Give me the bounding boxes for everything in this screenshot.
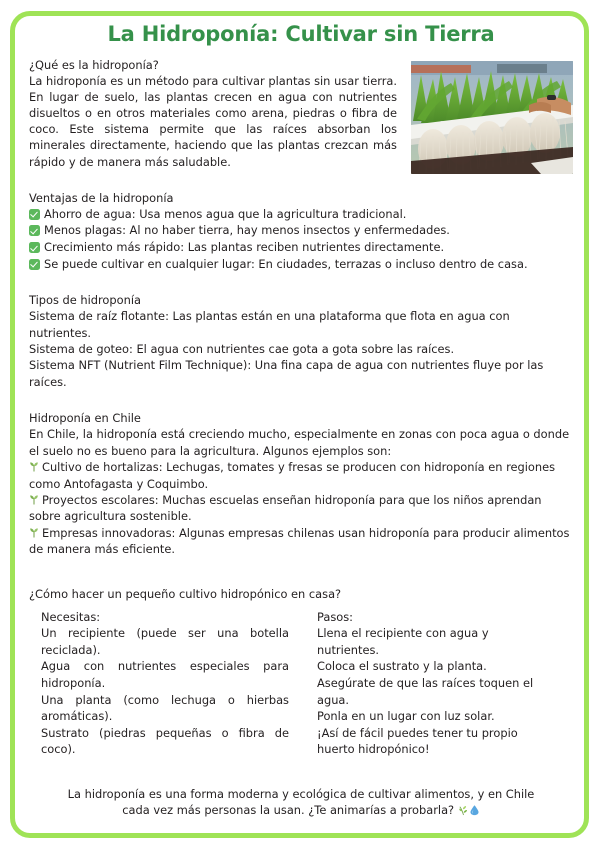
- hydroponics-photo: [411, 61, 573, 174]
- types-section: [29, 292, 573, 390]
- list-item: [29, 459, 573, 492]
- spacer: [29, 390, 573, 410]
- check-box-icon: [29, 242, 40, 253]
- advantage-text: Ahorro de agua: Usa menos agua que la agricultura tradicional.: [44, 206, 407, 221]
- check-box-icon: [29, 259, 40, 270]
- needs-heading: Necesitas:: [41, 609, 101, 624]
- howto-columns: [29, 609, 573, 758]
- chile-section: [29, 410, 573, 557]
- needs-item: Agua con nutrientes especiales para hidroponía.: [41, 659, 289, 690]
- hydroponics-photo-graphic: [411, 61, 573, 174]
- types-heading: Tipos de hidroponía: [29, 293, 141, 308]
- chile-paragraph: En Chile, la hidroponía está creciendo mucho, especialmente en zonas con poca agua o donde el suelo no es bueno para la agricultura. Algunos ejemplos son:: [29, 427, 570, 458]
- list-item: Sistema de goteo: El agua con nutrientes cae gota a gota sobre las raíces.: [29, 342, 455, 357]
- howto-question: ¿Cómo hacer un pequeño cultivo hidropónico en casa?: [29, 586, 342, 601]
- needs-column: [29, 609, 289, 758]
- chile-example-text: Cultivo de hortalizas: Lechugas, tomates y fresas se producen con hidroponía en regiones como Antofagasta y Coquimbo.: [29, 460, 556, 491]
- list-item: [29, 256, 573, 273]
- chile-heading: Hidroponía en Chile: [29, 411, 141, 426]
- step-item: ¡Así de fácil puedes tener tu propio huerto hidropónico!: [317, 725, 518, 757]
- steps-heading: Pasos:: [317, 609, 354, 624]
- advantage-text: Menos plagas: Al no haber tierra, hay menos insectos y enfermedades.: [44, 223, 450, 238]
- closing-text: La hidroponía es una forma moderna y ecológica de cultivar alimentos, y en Chile cada vez más personas la usan. ¿Te animarías a probarla?: [67, 786, 535, 818]
- chile-example-text: Empresas innovadoras: Algunas empresas chilenas usan hidroponía para producir alimentos de manera más eficiente.: [29, 525, 570, 557]
- step-item: Llena el recipiente con agua y nutrientes.: [317, 626, 489, 657]
- advantage-text: Crecimiento más rápido: Las plantas reciben nutrientes directamente.: [44, 239, 445, 254]
- spacer: [29, 272, 573, 292]
- advantages-section: [29, 190, 573, 272]
- spacer: [29, 758, 573, 778]
- list-item: [29, 525, 573, 558]
- chile-examples-list: [29, 459, 573, 557]
- intro-section: [29, 57, 573, 170]
- list-item: Sistema NFT (Nutrient Film Technique): Una fina capa de agua con nutrientes fluye por las raíces.: [29, 358, 544, 389]
- intro-paragraph: La hidroponía es un método para cultivar plantas sin usar tierra. En lugar de suelo, las plantas crecen en agua con nutrientes disueltos o en otros materiales como arena, piedras o fibra de coco. Este sistema permite que las raíces absorban los minerales directamente, haciendo que las plantas crezcan más rápido y de manera más saludable.: [29, 74, 397, 169]
- intro-heading: ¿Qué es la hidroponía?: [29, 58, 159, 72]
- seedling-icon: [29, 494, 39, 505]
- step-item: Ponla en un lugar con luz solar.: [317, 709, 495, 724]
- check-box-icon: [29, 209, 40, 220]
- advantages-heading: Ventajas de la hidroponía: [29, 190, 174, 205]
- types-list: [29, 308, 573, 390]
- howto-section: [29, 586, 573, 758]
- seedling-icon: [29, 527, 39, 538]
- advantages-list: [29, 206, 573, 272]
- list-item: [29, 492, 573, 525]
- advantage-text: Se puede cultivar en cualquier lugar: En ciudades, terrazas o incluso dentro de casa.: [44, 256, 528, 271]
- seedling-icon: [29, 461, 39, 472]
- page-content: [29, 22, 573, 819]
- step-item: Asegúrate de que las raíces toquen el agua.: [317, 675, 534, 707]
- list-item: Sistema de raíz flotante: Las plantas están en una plataforma que flota en agua con nutrientes.: [29, 309, 510, 340]
- steps-column: [289, 609, 539, 758]
- list-item: [29, 206, 573, 223]
- herb-icon: [458, 804, 469, 816]
- chile-example-text: Proyectos escolares: Muchas escuelas enseñan hidroponía para que los niños aprendan sobre agricultura sostenible.: [29, 492, 542, 524]
- needs-item: Un recipiente (puede ser una botella reciclada).: [41, 626, 289, 657]
- spacer: [29, 558, 573, 578]
- page-title: La Hidroponía: Cultivar sin Tierra: [107, 22, 495, 46]
- needs-item: Una planta (como lechuga o hierbas aromáticas).: [41, 692, 289, 724]
- check-box-icon: [29, 225, 40, 236]
- list-item: [29, 239, 573, 256]
- water-droplet-icon: [469, 804, 480, 816]
- spacer: [29, 778, 573, 786]
- step-item: Coloca el sustrato y la planta.: [317, 659, 487, 674]
- closing-paragraph: [29, 786, 573, 819]
- needs-item: Sustrato (piedras pequeñas o fibra de coco).: [41, 725, 289, 757]
- spacer: [29, 578, 573, 586]
- list-item: [29, 222, 573, 239]
